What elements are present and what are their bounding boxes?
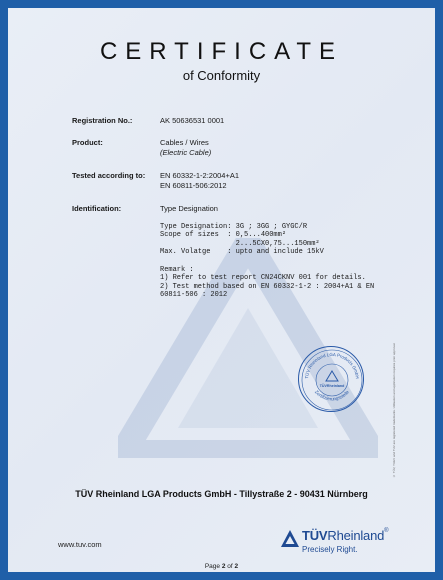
product-label: Product: — [72, 138, 103, 147]
registration-label: Registration No.: — [72, 116, 133, 125]
page-total: 2 — [234, 563, 239, 570]
logo-registered: ® — [384, 528, 389, 534]
page-prefix: Page — [204, 563, 221, 570]
stamp-bottom-text: Zertifizierungsstelle — [313, 389, 351, 402]
identification-value — [160, 204, 374, 300]
issuer-address: TÜV Rheinland LGA Products GmbH - Tillystraße 2 - 90431 Nürnberg — [75, 489, 368, 499]
tuv-rheinland-logo — [280, 524, 390, 560]
tuv-triangle-icon — [280, 529, 300, 549]
identification-line: 2) Test method based on EN 60332-1-2 : 2004+A1 & EN — [160, 282, 375, 291]
identification-line: Scope of sizes : 0,5...400mm² — [160, 231, 287, 240]
product-value — [160, 138, 211, 158]
product-line1: Cables / Wires — [160, 138, 209, 147]
logo-wordmark — [302, 528, 388, 543]
tested-line1: EN 60332-1-2:2004+A1 — [160, 171, 240, 180]
identification-line: Type Designation: 3G ; 3GG ; GYGC/R — [160, 222, 308, 231]
registration-value: AK 50636531 0001 — [160, 116, 225, 125]
tested-label: Tested according to: — [72, 171, 146, 180]
page-of: of — [227, 563, 233, 570]
identification-label: Identification: — [72, 204, 122, 213]
stamp-top-text: TÜV Rheinland LGA Products GmbH — [304, 351, 360, 379]
stamp-seal-icon — [299, 347, 365, 413]
identification-heading: Type Designation — [160, 204, 218, 213]
certificate-subtitle: of Conformity — [182, 68, 261, 83]
identification-line: 60811-506 : 2012 — [160, 291, 228, 300]
identification-line: 1) Refer to test report CN24CKNV 001 for details. — [160, 274, 366, 283]
stamp-center-text: TÜVRheinland — [319, 384, 345, 388]
trademark-side-text: © TÜV, TUEV and TUV are registered trademarks. Utilisation and application requires prior approval. — [392, 342, 396, 478]
logo-brand-light: Rheinland — [327, 528, 385, 543]
certification-stamp — [298, 346, 364, 412]
identification-details — [160, 214, 374, 300]
page-current: 2 — [221, 563, 226, 570]
tested-line2: EN 60811-506:2012 — [160, 181, 227, 190]
website-link[interactable]: www.tuv.com — [58, 540, 102, 549]
tested-value — [160, 171, 239, 191]
identification-line: Max. Volatge : upto and include 15kV — [160, 248, 324, 257]
logo-tagline: Precisely Right. — [302, 545, 358, 554]
page-number — [8, 563, 435, 570]
svg-text:Zertifizierungsstelle — [314, 389, 351, 401]
identification-line: Remark : — [160, 265, 194, 274]
product-line2: (Electric Cable) — [160, 148, 212, 157]
svg-text:TÜV Rheinland LGA Products Gmb — [304, 352, 360, 379]
identification-line: 2...5CX0,75...150mm² — [160, 239, 320, 248]
logo-brand-bold: TÜV — [302, 528, 328, 543]
certificate-title: CERTIFICATE — [99, 38, 344, 65]
certificate-page — [8, 8, 435, 572]
